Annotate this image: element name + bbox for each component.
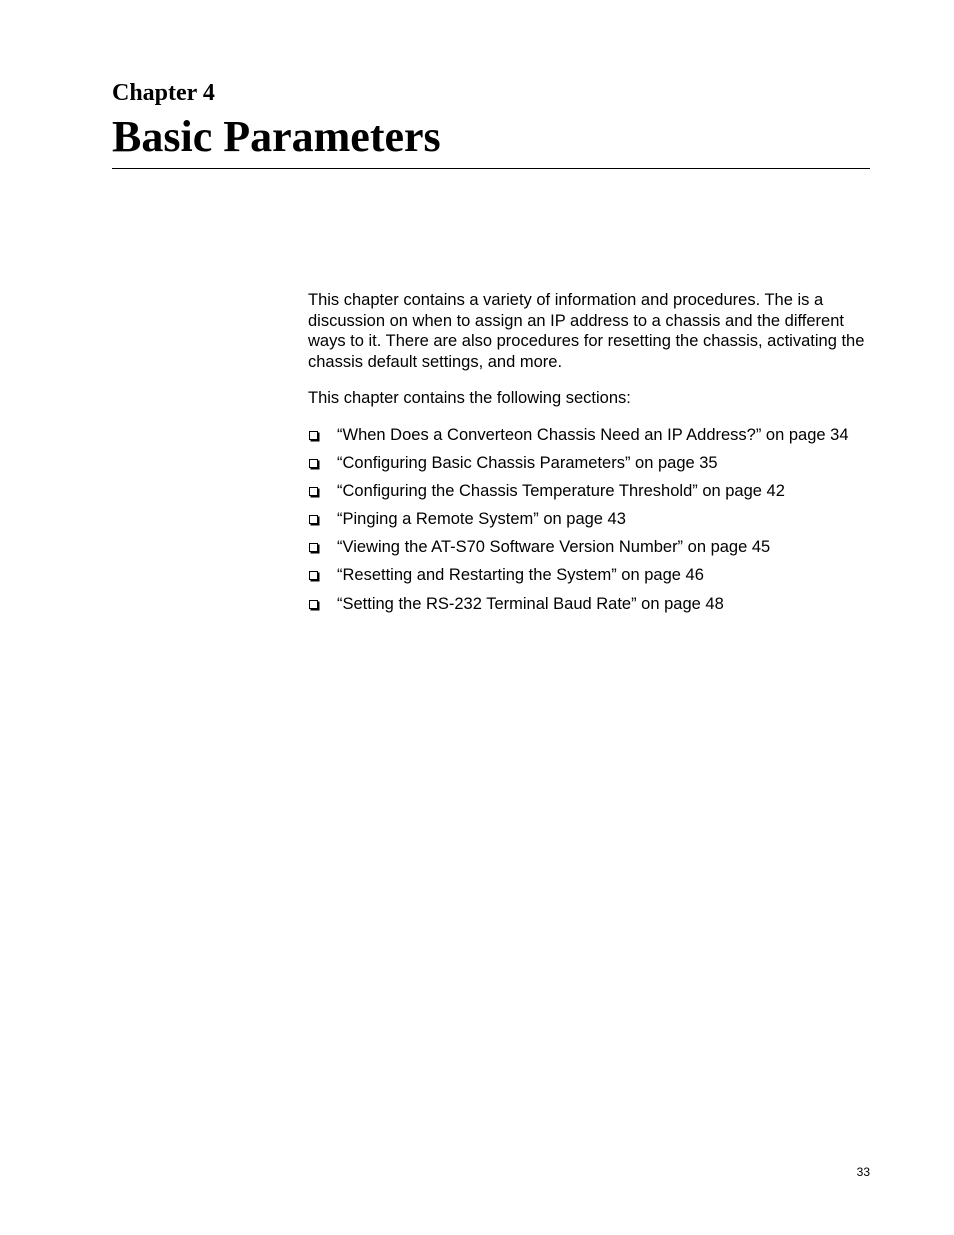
checkbox-bullet-icon xyxy=(309,600,318,609)
chapter-label: Chapter 4 xyxy=(112,80,215,106)
section-list xyxy=(308,425,870,622)
list-item[interactable] xyxy=(308,509,870,537)
checkbox-bullet-icon xyxy=(309,515,318,524)
section-link[interactable]: “Configuring the Chassis Temperature Threshold” on page 42 xyxy=(337,481,785,500)
list-item[interactable] xyxy=(308,453,870,481)
section-link[interactable]: “When Does a Converteon Chassis Need an IP Address?” on page 34 xyxy=(337,425,849,444)
section-link[interactable]: “Viewing the AT-S70 Software Version Number” on page 45 xyxy=(337,538,771,557)
section-link[interactable]: “Resetting and Restarting the System” on page 46 xyxy=(337,566,704,585)
list-item[interactable] xyxy=(308,481,870,509)
checkbox-bullet-icon xyxy=(309,543,318,552)
page-number: 33 xyxy=(856,1165,870,1179)
section-link[interactable]: “Setting the RS-232 Terminal Baud Rate” on page 48 xyxy=(337,594,724,613)
checkbox-bullet-icon xyxy=(309,459,318,468)
checkbox-bullet-icon xyxy=(309,487,318,496)
sections-intro: This chapter contains the following sections: xyxy=(308,389,631,407)
checkbox-bullet-icon xyxy=(309,431,318,440)
list-item[interactable] xyxy=(308,425,870,453)
list-item[interactable] xyxy=(308,565,870,593)
checkbox-bullet-icon xyxy=(309,571,318,580)
intro-paragraph: This chapter contains a variety of information and procedures. The is a discussion on when to assign an IP address to a chassis and the different ways to it. There are also procedures for resetting the chassis, activating the chassis default settings, and more. xyxy=(308,291,865,371)
chapter-title: Basic Parameters xyxy=(112,112,441,161)
chapter-content xyxy=(308,290,870,622)
title-divider xyxy=(112,168,870,169)
list-item[interactable] xyxy=(308,594,870,622)
section-link[interactable]: “Configuring Basic Chassis Parameters” on page 35 xyxy=(337,453,718,472)
list-item[interactable] xyxy=(308,537,870,565)
section-link[interactable]: “Pinging a Remote System” on page 43 xyxy=(337,510,626,529)
